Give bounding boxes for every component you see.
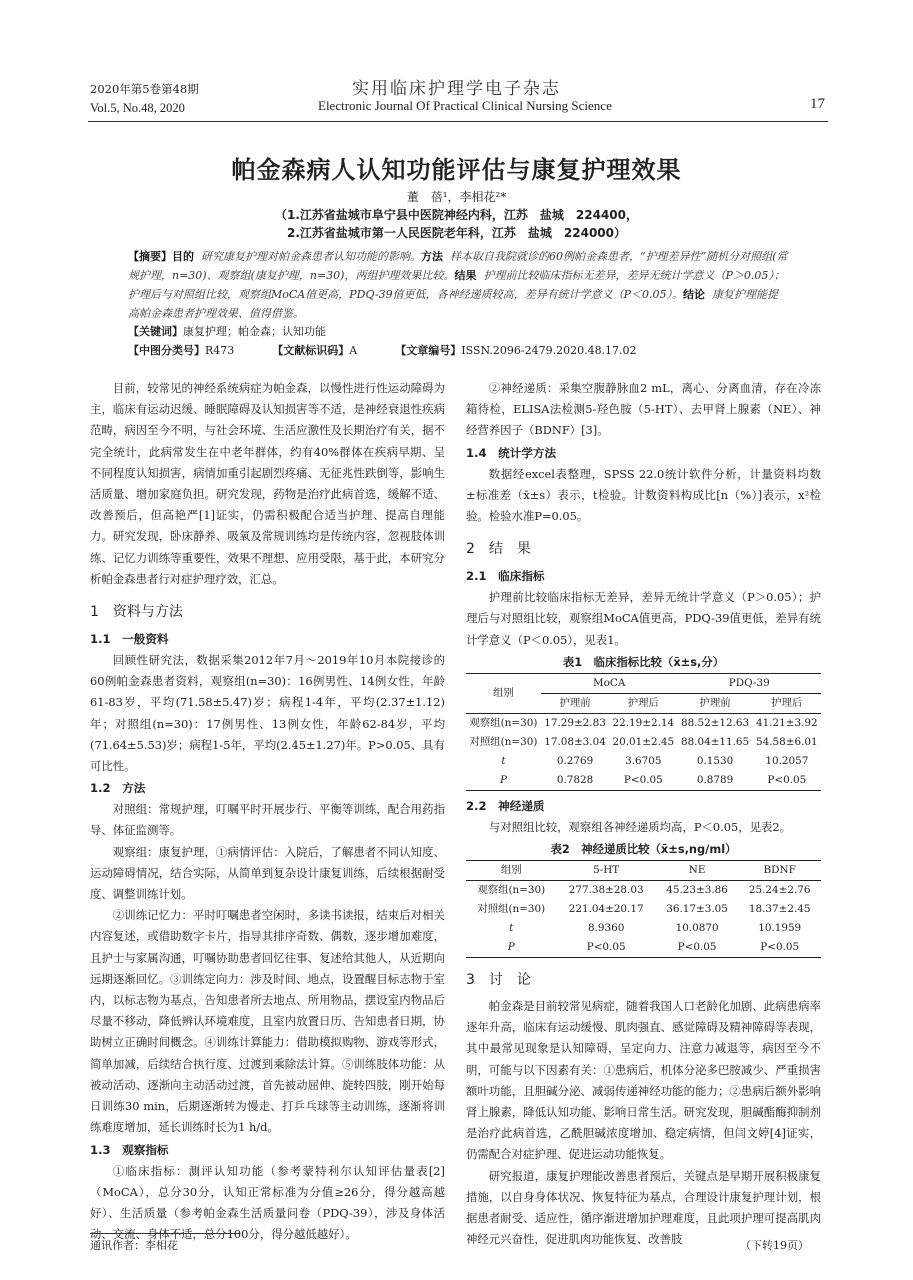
table-row	[466, 881, 821, 901]
section-2-2-text: 与对照组比较，观察组各神经递质均高，P＜0.05，见表2。	[488, 819, 792, 834]
table-row	[466, 771, 821, 791]
table-cell: P<0.05	[738, 938, 821, 958]
section-1-2-heading: 1.2 方法	[90, 781, 146, 796]
affiliation-2: 2.江苏省盐城市第一人民医院老年科，江苏 盐城 224000）	[286, 226, 626, 240]
table-cell: t	[509, 922, 514, 935]
abstract-method-label: 方法	[421, 250, 443, 263]
section-2-1-text: 护理前比较临床指标无差异，差异无统计学意义（P＞0.05）；护理后与对照组比较，观察组MoCA值更高，PDQ-39值更低，差异有统计学意义（P＜0.05），见表1。	[466, 590, 821, 647]
table-cell: 221.04±20.17	[568, 903, 644, 916]
table-row	[466, 733, 821, 752]
right-column	[466, 378, 821, 1250]
table-cell: 10.2057	[765, 754, 809, 767]
table-cell: P	[466, 938, 557, 958]
table-row	[466, 938, 821, 958]
table-1-pdq-before: 护理前	[677, 693, 752, 713]
abstract-result: 护理前比较临床指标无差异，差异无统计学意义（P＞0.05）；护理后与对照组比较，观察组MoCA值更高，PDQ-39值更低，各神经递质较高，差异有统计学意义（P＜0.05）。	[128, 269, 785, 301]
page-number: 17	[810, 96, 825, 112]
table-1-caption: 表1 临床指标比较（x̄±s,分）	[562, 654, 725, 669]
table-cell: 0.8789	[677, 771, 752, 791]
abstract-result-label: 结果	[454, 269, 477, 282]
table-1-moca-after: 护理后	[609, 693, 677, 713]
discussion-paragraph-1: 帕金森是目前较常见病症，随着我国人口老龄化加剧、此病患病率逐年升高，临床有运动缓慢、肌肉强直、感觉障碍及精神障碍等表现，其中最常见现象是认知障碍，呈定向力、注意力减退等，病因至今不明，可能与以下因素有关：①患病后，机体分泌多巴胺减少、严重损害额叶功能，且胆碱分泌、减弱传递神经功能的能力；②患病后额外影响肾上腺素，降低认知功能、影响日常生活。研究发现，胆碱酯酶抑制剂是治疗此病首选，乙酰胆碱浓度增加、稳定病情，但闫文婷[4]证实，仍需配合对症护理、促进运动功能恢复。	[466, 999, 821, 1162]
table-cell: P<0.05	[557, 938, 656, 958]
table-cell: 20.01±2.45	[612, 735, 675, 748]
section-2-2-heading: 2.2 神经递质	[466, 798, 545, 813]
table-cell: 0.7828	[541, 771, 609, 791]
table-1-moca-before: 护理前	[541, 693, 609, 713]
section-1-4-heading: 1.4 统计学方法	[466, 445, 557, 460]
section-1-3-text-cont: ②神经递质：采集空腹静脉血2 mL，离心、分离血清，存在冷冻箱待检，ELISA法检测5-羟色胺（5-HT）、去甲肾上腺素（NE）、神经营养因子（BDNF）[3]。	[466, 381, 821, 438]
doc-code-label: 【文献标识码】	[272, 344, 350, 357]
abstract-label: 【摘要】目的	[128, 250, 194, 263]
section-1-2-control: 对照组：常规护理，叮嘱平时开展步行、平衡等训练，配合用药指导、体征监测等。	[90, 802, 445, 838]
table-cell: 88.52±12.63	[680, 716, 750, 729]
table-cell: P<0.05	[656, 938, 739, 958]
table-cell: 8.9360	[587, 922, 625, 935]
table-cell: 10.1959	[758, 922, 802, 935]
table-1-group-header: 组别	[466, 673, 541, 713]
left-column	[90, 378, 445, 1245]
table-cell: P<0.05	[753, 771, 821, 791]
table-cell: 54.58±6.01	[756, 735, 818, 748]
table-cell: 观察组(n=30)	[469, 716, 538, 729]
table-2-caption: 表2 神经递质比较（x̄±s,ng/ml）	[550, 842, 737, 857]
table-2-header-bdnf: BDNF	[738, 861, 821, 881]
table-1	[466, 673, 821, 791]
article-authors: 董 蓓¹，李相花²*	[406, 190, 507, 204]
section-1-1-text: 回顾性研究法，数据采集2012年7月～2019年10月本院接诊的60例帕金森患者资料，观察组(n=30)：16例男性、14例女性，年龄61-83岁，平均(71.58±5.47)岁；病程1-4年，平均(2.37±1.12)年；对照组(n=30)：17例男性、13例女性，年龄62-84岁，平均(71.64±5.53)岁；病程1-5年，平均(2.45±1.27)年。P>0.05、具有可比性。	[90, 653, 445, 774]
affiliation-1: （1.江苏省盐城市阜宁县中医院神经内科，江苏 盐城 224400，	[274, 208, 638, 222]
keywords-value: 康复护理；帕金森；认知功能	[183, 325, 326, 338]
issue-en: Vol.5, No.48, 2020	[90, 101, 185, 115]
table-cell: 对照组(n=30)	[477, 903, 546, 916]
continued-note: （下转19页）	[740, 1239, 809, 1252]
table-cell: P	[466, 771, 541, 791]
issue-cn: 2020年第5卷第48期	[90, 82, 199, 96]
section-1-3-heading: 1.3 观察指标	[90, 1142, 169, 1157]
table-cell: 17.29±2.83	[544, 716, 606, 729]
intro-paragraph: 目前，较常见的神经系统病症为帕金森，以慢性进行性运动障碍为主，临床有运动迟缓、睡眠障碍及认知损害等不适，是神经衰退性疾病范畴，病因至今不明，与社会环境、生活应激性及长期治疗有关，据不完全统计，此病常发生在中老年群体，约有40%群体在疾病早期、呈不同程度认知损害，病情加重引起剧烈疼痛、无征兆性跌倒等，影响生活质量、增加家庭负担。研究发现，药物是治疗此病首选，缓解不适、改善预后，但高艳严[1]证实，仍需积极配合适当护理、提高自理能力。研究发现，卧床静养、吸氧及常规训练均是传统内容，忽视肢体训练、记忆力训练等重要性，效果不理想、应用受限，基于此，本研究分析帕金森患者行对症护理疗效，汇总。	[90, 381, 445, 586]
abstract-conclusion-label: 结论	[683, 288, 705, 301]
doc-code-value: A	[349, 344, 358, 357]
table-1-moca-header: MoCA	[541, 673, 678, 693]
table-cell: 观察组(n=30)	[477, 884, 546, 897]
abstract-conclusion: 康复护理能提高帕金森患者护理效果、值得借鉴。	[128, 288, 778, 320]
journal-name-en: Electronic Journal Of Practical Clinical Nursing Science	[318, 98, 612, 113]
journal-name-cn: 实用临床护理学电子杂志	[352, 79, 561, 99]
abstract-method: 样本取自我院就诊的60例帕金森患者，“护理差异性”随机分对照组(常规护理，n=30)、观察组(康复护理，n=30)，两组护理效果比较。	[128, 250, 788, 282]
table-cell: 0.2769	[556, 754, 594, 767]
table-cell: 41.21±3.92	[756, 716, 818, 729]
section-1-3-text: ①临床指标：测评认知功能（参考蒙特利尔认知评估量表[2]（MoCA），总分30分，认知正常标准为分值≥26分，得分越高越好）、生活质量（参考帕金森生活质量问卷（PDQ-39），涉及身体活动、交流、身体不适，总分100分，得分越低越好）。	[90, 1163, 445, 1242]
table-cell: P<0.05	[609, 771, 677, 791]
section-2-1-heading: 2.1 临床指标	[466, 569, 545, 584]
table-1-pdq-after: 护理后	[753, 693, 821, 713]
table-2-header-group: 组别	[466, 861, 557, 881]
discussion-paragraph-2: 研究报道，康复护理能改善患者预后，关键点是早期开展积极康复措施，以自身身体状况、恢复特征为基点，合理设计康复护理计划，根据患者耐受、适应性，循序渐进增加护理难度，且此项护理可提高肌肉神经元兴奋性，促进肌肉功能恢复、改善肢	[466, 1168, 821, 1247]
corresponding-author: 通讯作者：李相花	[90, 1239, 178, 1252]
table-cell: 17.08±3.04	[544, 735, 606, 748]
table-cell: 对照组(n=30)	[469, 735, 538, 748]
table-row	[466, 752, 821, 771]
footnote-rule	[90, 1233, 240, 1234]
table-2-header-ne: NE	[656, 861, 739, 881]
section-1-4-text: 数据经excel表整理，SPSS 22.0统计软件分析，计量资料均数±标准差（x̄±s）表示，t检验。计数资料构成比[n（%）]表示，x²检验。检验水准P=0.05。	[466, 466, 821, 524]
clc-label: 【中图分类号】	[128, 344, 205, 357]
abstract	[128, 247, 788, 323]
table-row	[466, 713, 821, 733]
article-number-value: ISSN.2096-2479.2020.48.17.02	[461, 344, 637, 357]
table-1-pdq-header: PDQ-39	[677, 673, 821, 693]
section-3-heading: 3 讨 论	[466, 972, 531, 989]
table-row	[466, 900, 821, 919]
section-1-2-observation: 观察组：康复护理，①病情评估：入院后，了解患者不同认知度、运动障碍情况，结合实际，从简单到复杂设计康复训练，后续根据耐受度、调整训练计划。	[90, 844, 445, 902]
article-title: 帕金森病人认知功能评估与康复护理效果	[231, 156, 682, 184]
keywords-label: 【关键词】	[128, 325, 183, 338]
classification-line	[128, 341, 788, 360]
table-cell: 88.04±11.65	[680, 735, 750, 748]
table-cell: t	[501, 754, 506, 767]
article-number-label: 【文章编号】	[395, 344, 462, 357]
header-rule	[88, 121, 828, 122]
section-1-2-training: ②训练记忆力：平时叮嘱患者空闲时，多读书读报，结束后对相关内容复述，或借助数字卡片，指导其排序奇数、偶数，逐步增加难度，且护士与家属沟通，叮嘱协助患者回忆往事、复述给其他人，从近期向远期逐渐回忆。③训练定向力：涉及时间、地点，设置醒目标志物于室内，以标志物为基点，告知患者所去地点、所用物品，摆设室内物品后尽量不移动，降低辨认环境难度，且室内放置日历、告知患者日期，协助树立正确时间概念。④训练计算能力：借助模拟购物、游戏等形式，简单加减，后续结合执行度、过渡到乘除法计算。⑤训练肢体功能：从被动活动、逐渐向主动活动过渡，首先被动屈伸、旋转四肢，刚开始每日训练30 min，后期逐渐转为慢走、打乒乓球等主动训练，逐渐将训练难度增加，延长训练时长为1 h/d。	[90, 908, 445, 1135]
table-cell: 36.17±3.05	[666, 903, 728, 916]
table-cell: 45.23±3.86	[666, 884, 728, 897]
clc-value: R473	[205, 344, 235, 357]
table-cell: 25.24±2.76	[748, 884, 811, 897]
table-cell: 277.38±28.03	[568, 884, 644, 897]
keywords	[128, 322, 788, 341]
section-2-heading: 2 结 果	[466, 541, 531, 558]
table-2	[466, 860, 821, 958]
table-cell: 18.37±2.45	[748, 903, 811, 916]
table-cell: 0.1530	[696, 754, 734, 767]
table-cell: 3.6705	[625, 754, 662, 767]
table-cell: 10.0870	[675, 922, 719, 935]
table-2-header-5ht: 5-HT	[557, 861, 656, 881]
table-row	[466, 919, 821, 938]
table-cell: 22.19±2.14	[612, 716, 675, 729]
affiliations	[0, 206, 913, 242]
section-1-heading: 1 资料与方法	[90, 604, 183, 621]
abstract-purpose: 研究康复护理对帕金森患者认知功能的影响。	[201, 250, 421, 263]
section-1-1-heading: 1.1 一般资料	[90, 632, 169, 647]
